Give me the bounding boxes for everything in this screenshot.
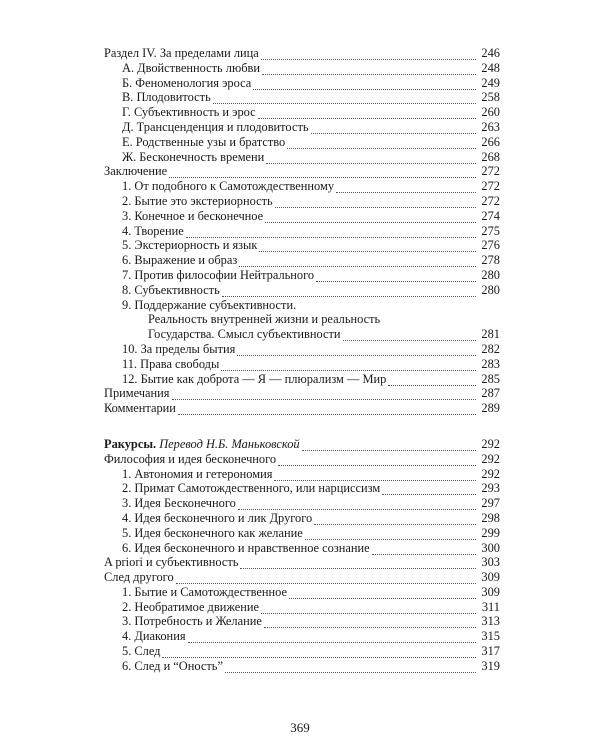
table-of-contents — [104, 46, 500, 674]
dot-leader — [188, 641, 476, 643]
toc-entry-title: A priori и субъективность — [104, 555, 239, 570]
toc-entry-page: 275 — [481, 223, 500, 238]
toc-entry — [104, 105, 500, 120]
dot-leader — [258, 117, 476, 119]
dot-leader — [264, 626, 476, 628]
toc-entry — [104, 46, 500, 61]
dot-leader — [305, 538, 476, 540]
toc-entry — [104, 135, 500, 150]
toc-entry — [104, 342, 500, 357]
dot-leader — [239, 265, 476, 267]
toc-group-2 — [104, 342, 500, 416]
dot-leader — [222, 295, 476, 297]
toc-entry-title: Д. Трансценденция и плодовитость — [122, 119, 309, 134]
toc-entry — [104, 496, 500, 511]
toc-entry-title: 6. Выражение и образ — [122, 253, 238, 268]
dot-leader — [302, 449, 476, 451]
toc-entry-page: 272 — [481, 193, 500, 208]
toc-entry — [104, 644, 500, 659]
dot-leader — [382, 493, 476, 495]
dot-leader — [259, 250, 476, 252]
dot-leader — [289, 597, 476, 599]
dot-leader — [336, 191, 476, 193]
toc-entry — [104, 238, 500, 253]
dot-leader — [240, 567, 476, 569]
toc-entry-page: 299 — [481, 525, 500, 540]
toc-entry-page: 292 — [481, 466, 500, 481]
toc-entry-page: 268 — [481, 149, 500, 164]
toc-entry — [104, 150, 500, 165]
toc-entry-page: 274 — [481, 208, 500, 223]
toc-entry-title: Государства. Смысл субъективности — [148, 327, 341, 342]
toc-entry-title: Е. Родственные узы и братство — [122, 134, 286, 149]
toc-entry — [104, 511, 500, 526]
dot-leader — [372, 553, 476, 555]
toc-entry-title: Раздел IV. За пределами лица — [104, 46, 259, 60]
toc-entry-title: 6. Идея бесконечного и нравственное сознание — [122, 540, 370, 555]
dot-leader — [265, 221, 476, 223]
toc-entry-page: 309 — [481, 584, 500, 599]
toc-entry-page: 260 — [481, 105, 500, 120]
section-title-wrap — [104, 437, 300, 452]
dot-leader — [261, 58, 476, 60]
toc-entry-page: 298 — [481, 510, 500, 525]
section-title: Ракурсы. — [104, 436, 157, 451]
dot-leader — [275, 206, 476, 208]
toc-entry-page: 248 — [481, 60, 500, 75]
dot-leader — [274, 479, 476, 481]
toc-entry-title: 12. Бытие как доброта — Я — плюрализм — Мир — [122, 371, 387, 386]
toc-entry — [104, 90, 500, 105]
toc-entry-line: Реальность внутренней жизни и реальность — [148, 312, 381, 327]
toc-entry — [104, 526, 500, 541]
toc-entry-page: 315 — [481, 629, 500, 644]
toc-entry-multiline — [104, 298, 500, 342]
toc-entry-page: 319 — [481, 658, 500, 673]
toc-entry-page: 285 — [481, 371, 500, 386]
dot-leader — [237, 354, 476, 356]
toc-entry-page: 287 — [481, 386, 500, 401]
toc-entry-title: Примечания — [104, 386, 170, 401]
dot-leader — [278, 464, 476, 466]
toc-entry-page: 272 — [481, 164, 500, 179]
toc-entry — [104, 541, 500, 556]
toc-entry — [104, 386, 500, 401]
toc-entry-page: 289 — [481, 401, 500, 416]
toc-entry — [104, 283, 500, 298]
dot-leader — [172, 398, 477, 400]
toc-entry-title: 3. Конечное и бесконечное — [122, 208, 264, 223]
section-subtitle: Перевод Н.Б. Маньковской — [159, 436, 300, 451]
toc-entry-title: След другого — [104, 570, 174, 585]
toc-entry-page: 249 — [481, 75, 500, 90]
dot-leader — [343, 339, 476, 341]
toc-entry-title: 1. Автономия и гетерономия — [122, 466, 273, 481]
toc-entry-page: 300 — [481, 540, 500, 555]
toc-entry — [104, 555, 500, 570]
dot-leader — [388, 384, 476, 386]
dot-leader — [169, 176, 476, 178]
toc-entry — [104, 357, 500, 372]
toc-entry — [104, 372, 500, 387]
toc-entry-title: 4. Диакония — [122, 629, 186, 644]
toc-entry-title: 4. Творение — [122, 223, 184, 238]
toc-entry-page: 280 — [481, 282, 500, 297]
dot-leader — [316, 280, 476, 282]
toc-entry-title: 4. Идея бесконечного и лик Другого — [122, 510, 313, 525]
section-gap — [104, 416, 500, 437]
dot-leader — [262, 73, 476, 75]
toc-entry-page: 313 — [481, 614, 500, 629]
toc-entry — [104, 164, 500, 179]
toc-entry — [104, 481, 500, 496]
toc-entry-page: 311 — [481, 599, 500, 614]
toc-entry-title: 5. Экстериорность и язык — [122, 238, 258, 253]
toc-entry-page: 276 — [481, 238, 500, 253]
dot-leader — [238, 508, 476, 510]
toc-entry — [104, 452, 500, 467]
toc-entry-page: 317 — [481, 644, 500, 659]
toc-entry-title: А. Двойственность любви — [122, 60, 261, 75]
toc-entry — [104, 224, 500, 239]
toc-entry-line — [122, 327, 500, 342]
toc-entry — [104, 401, 500, 416]
toc-entry — [104, 600, 500, 615]
dot-leader — [225, 671, 476, 673]
toc-entry-title: Ж. Бесконечность времени — [122, 149, 265, 164]
toc-entry-title: 1. Бытие и Самотождественное — [122, 584, 287, 599]
toc-entry-title: Философия и идея бесконечного — [104, 451, 277, 466]
toc-entry-title: 11. Права свободы — [122, 356, 220, 371]
toc-entry-page: 297 — [481, 496, 500, 511]
dot-leader — [261, 612, 476, 614]
toc-entry-title: В. Плодовитость — [122, 90, 211, 105]
toc-entry — [104, 570, 500, 585]
toc-entry-title: 3. Идея Бесконечного — [122, 496, 236, 511]
toc-entry-page: 278 — [481, 253, 500, 268]
toc-entry-title: Б. Феноменология эроса — [122, 75, 252, 90]
toc-entry-title: Заключение — [104, 164, 168, 179]
dot-leader — [213, 102, 476, 104]
toc-entry-title: Г. Субъективность и эрос — [122, 105, 256, 120]
toc-entry — [104, 467, 500, 482]
toc-entry-line: 9. Поддержание субъективности. — [122, 297, 297, 312]
toc-entry-page: 293 — [481, 481, 500, 496]
toc-entry-title: 7. Против философии Нейтрального — [122, 267, 315, 282]
toc-entry-page: 258 — [481, 90, 500, 105]
toc-entry — [104, 76, 500, 91]
toc-entry — [104, 253, 500, 268]
toc-entry-title: 1. От подобного к Самотождественному — [122, 179, 335, 194]
toc-entry — [104, 179, 500, 194]
toc-entry-page: 282 — [481, 341, 500, 356]
dot-leader — [314, 523, 476, 525]
dot-leader — [253, 88, 476, 90]
toc-entry-page: 309 — [481, 570, 500, 585]
toc-entry-title: 5. След — [122, 644, 161, 659]
dot-leader — [162, 656, 476, 658]
toc-entry-page: 246 — [481, 46, 500, 60]
toc-entry — [104, 659, 500, 674]
dot-leader — [176, 582, 476, 584]
toc-entry-title: 2. Примат Самотождественного, или нарциссизм — [122, 481, 381, 496]
toc-entry-page: 292 — [481, 451, 500, 466]
dot-leader — [266, 162, 476, 164]
toc-entry-title: 10. За пределы бытия — [122, 341, 236, 356]
toc-entry-title: 3. Потребность и Желание — [122, 614, 262, 629]
toc-entry — [104, 209, 500, 224]
section-heading — [104, 437, 500, 452]
toc-entry — [104, 614, 500, 629]
dot-leader — [178, 413, 476, 415]
toc-entry-page: 303 — [481, 555, 500, 570]
toc-entry-page: 281 — [481, 327, 500, 342]
toc-entry-title: 2. Бытие это экстериорность — [122, 193, 273, 208]
dot-leader — [186, 236, 476, 238]
toc-entry — [104, 61, 500, 76]
toc-group-3 — [104, 452, 500, 674]
dot-leader — [311, 132, 476, 134]
section-page: 292 — [481, 436, 500, 451]
dot-leader — [287, 147, 476, 149]
toc-entry-title: 6. След и “Оность” — [122, 658, 223, 673]
toc-entry — [104, 585, 500, 600]
toc-entry — [104, 268, 500, 283]
toc-entry-page: 280 — [481, 267, 500, 282]
toc-entry-page: 263 — [481, 119, 500, 134]
toc-entry-title: Комментарии — [104, 401, 176, 416]
toc-entry-page: 266 — [481, 134, 500, 149]
toc-entry — [104, 120, 500, 135]
toc-group-1 — [104, 46, 500, 298]
toc-entry — [104, 194, 500, 209]
dot-leader — [221, 369, 476, 371]
toc-entry-page: 272 — [481, 179, 500, 194]
toc-entry-page: 283 — [481, 356, 500, 371]
page-number: 369 — [290, 720, 310, 735]
toc-entry — [104, 629, 500, 644]
toc-entry-title: 5. Идея бесконечного как желание — [122, 525, 303, 540]
toc-entry-title: 8. Субъективность — [122, 282, 220, 297]
toc-entry-title: 2. Необратимое движение — [122, 599, 259, 614]
